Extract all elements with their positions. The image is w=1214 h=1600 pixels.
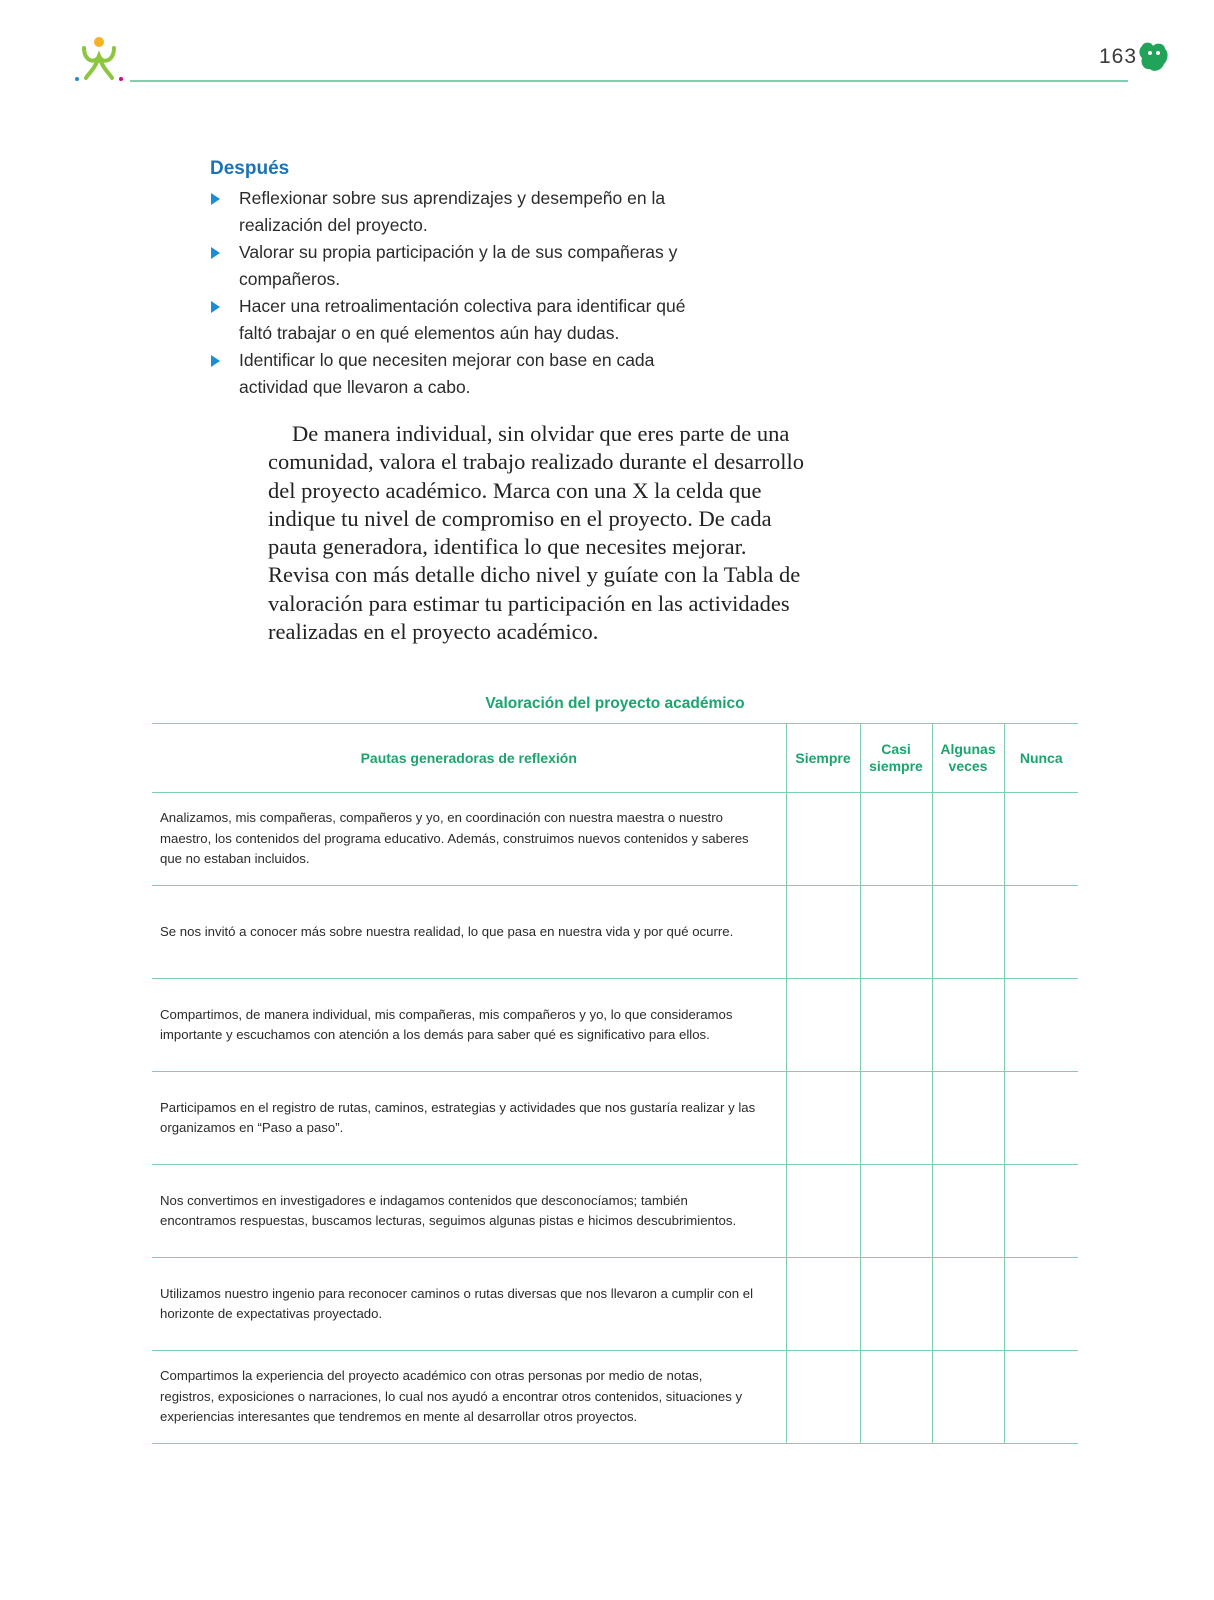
list-item [210,185,710,239]
list-item [210,239,710,293]
mark-cell-casi-siempre[interactable] [860,886,932,979]
mark-cell-casi-siempre[interactable] [860,1072,932,1165]
triangle-bullet-icon [211,355,220,367]
instruction-paragraph: De manera individual, sin olvidar que eres parte de una comunidad, valora el trabajo realizado durante el desarrollo del proyecto académico. Marca con una X la celda que indique tu nivel de compromiso en el proyecto. De cada pauta generadora, identifica lo que necesites mejorar. Revisa con más detalle dicho nivel y guíate con la Tabla de valoración para estimar tu participación en las actividades realizadas en el proyecto académico. [268,421,805,645]
header-criteria: Pautas generadoras de reflexión [152,724,786,793]
mark-cell-algunas-veces[interactable] [932,793,1004,886]
mark-cell-algunas-veces[interactable] [932,979,1004,1072]
header-rule [130,80,1128,82]
mark-cell-nunca[interactable] [1004,886,1078,979]
header-casi-siempre: Casi siempre [860,724,932,793]
evaluation-table [152,723,1078,1444]
mark-cell-casi-siempre[interactable] [860,1165,932,1258]
corner-mascot-icon [1138,40,1170,74]
mark-cell-siempre[interactable] [786,1072,860,1165]
list-item-text: Identificar lo que necesiten mejorar con base en cada actividad que llevaron a cabo. [239,350,655,397]
mark-cell-nunca[interactable] [1004,1351,1078,1444]
section-title: Después [210,158,290,179]
header-siempre: Siempre [786,724,860,793]
list-item-text: Reflexionar sobre sus aprendizajes y desempeño en la realización del proyecto. [239,188,666,235]
mark-cell-nunca[interactable] [1004,1072,1078,1165]
table-row [152,886,1078,979]
mark-cell-nunca[interactable] [1004,793,1078,886]
table-row [152,1165,1078,1258]
criterion-cell: Compartimos, de manera individual, mis compañeras, mis compañeros y yo, lo que consideramos importante y escuchamos con atención a los demás para saber qué es significativo para ellos. [152,979,786,1072]
list-item [210,347,710,401]
table-row [152,979,1078,1072]
mark-cell-nunca[interactable] [1004,1165,1078,1258]
mark-cell-nunca[interactable] [1004,979,1078,1072]
criterion-cell: Analizamos, mis compañeras, compañeros y yo, en coordinación con nuestra maestra o nuestro maestro, los contenidos del programa educativo. Además, construimos nuevos contenidos y saberes que no estaban incluidos. [152,793,786,886]
mark-cell-siempre[interactable] [786,793,860,886]
bullet-list [210,185,710,401]
triangle-bullet-icon [211,247,220,259]
table-header-row [152,724,1078,793]
table-title: Valoración del proyecto académico [485,695,745,712]
triangle-bullet-icon [211,301,220,313]
list-item-text: Hacer una retroalimentación colectiva para identificar qué faltó trabajar o en qué elementos aún hay dudas. [239,296,686,343]
list-item [210,293,710,347]
header-algunas-veces: Algunas veces [932,724,1004,793]
mark-cell-casi-siempre[interactable] [860,1351,932,1444]
mark-cell-algunas-veces[interactable] [932,1072,1004,1165]
mark-cell-siempre[interactable] [786,1258,860,1351]
mark-cell-algunas-veces[interactable] [932,1351,1004,1444]
mark-cell-algunas-veces[interactable] [932,1165,1004,1258]
table-row [152,1351,1078,1444]
criterion-cell: Se nos invitó a conocer más sobre nuestra realidad, lo que pasa en nuestra vida y por qué ocurre. [152,886,786,979]
header-nunca: Nunca [1004,724,1078,793]
mark-cell-algunas-veces[interactable] [932,886,1004,979]
mark-cell-siempre[interactable] [786,979,860,1072]
triangle-bullet-icon [211,193,220,205]
mark-cell-siempre[interactable] [786,1165,860,1258]
mark-cell-casi-siempre[interactable] [860,979,932,1072]
mark-cell-algunas-veces[interactable] [932,1258,1004,1351]
criterion-cell: Utilizamos nuestro ingenio para reconocer caminos o rutas diversas que nos llevaron a cumplir con el horizonte de expectativas proyectado. [152,1258,786,1351]
list-item-text: Valorar su propia participación y la de sus compañeras y compañeros. [239,242,678,289]
mark-cell-casi-siempre[interactable] [860,1258,932,1351]
table-row [152,1258,1078,1351]
criterion-cell: Participamos en el registro de rutas, caminos, estrategias y actividades que nos gustaría realizar y las organizamos en “Paso a paso”. [152,1072,786,1165]
mark-cell-casi-siempre[interactable] [860,793,932,886]
mark-cell-siempre[interactable] [786,1351,860,1444]
table-row [152,1072,1078,1165]
page-number: 163 [1099,45,1138,68]
mark-cell-nunca[interactable] [1004,1258,1078,1351]
criterion-cell: Compartimos la experiencia del proyecto académico con otras personas por medio de notas, registros, exposiciones o narraciones, lo cual nos ayudó a encontrar otros contenidos, situaciones y experiencias interesantes que tendremos en mente al desarrollar otros proyectos. [152,1351,786,1444]
table-row [152,793,1078,886]
series-logo-icon [74,34,124,84]
criterion-cell: Nos convertimos en investigadores e indagamos contenidos que desconocíamos; también encontramos respuestas, buscamos lecturas, seguimos algunas pistas e hicimos descubrimientos. [152,1165,786,1258]
mark-cell-siempre[interactable] [786,886,860,979]
